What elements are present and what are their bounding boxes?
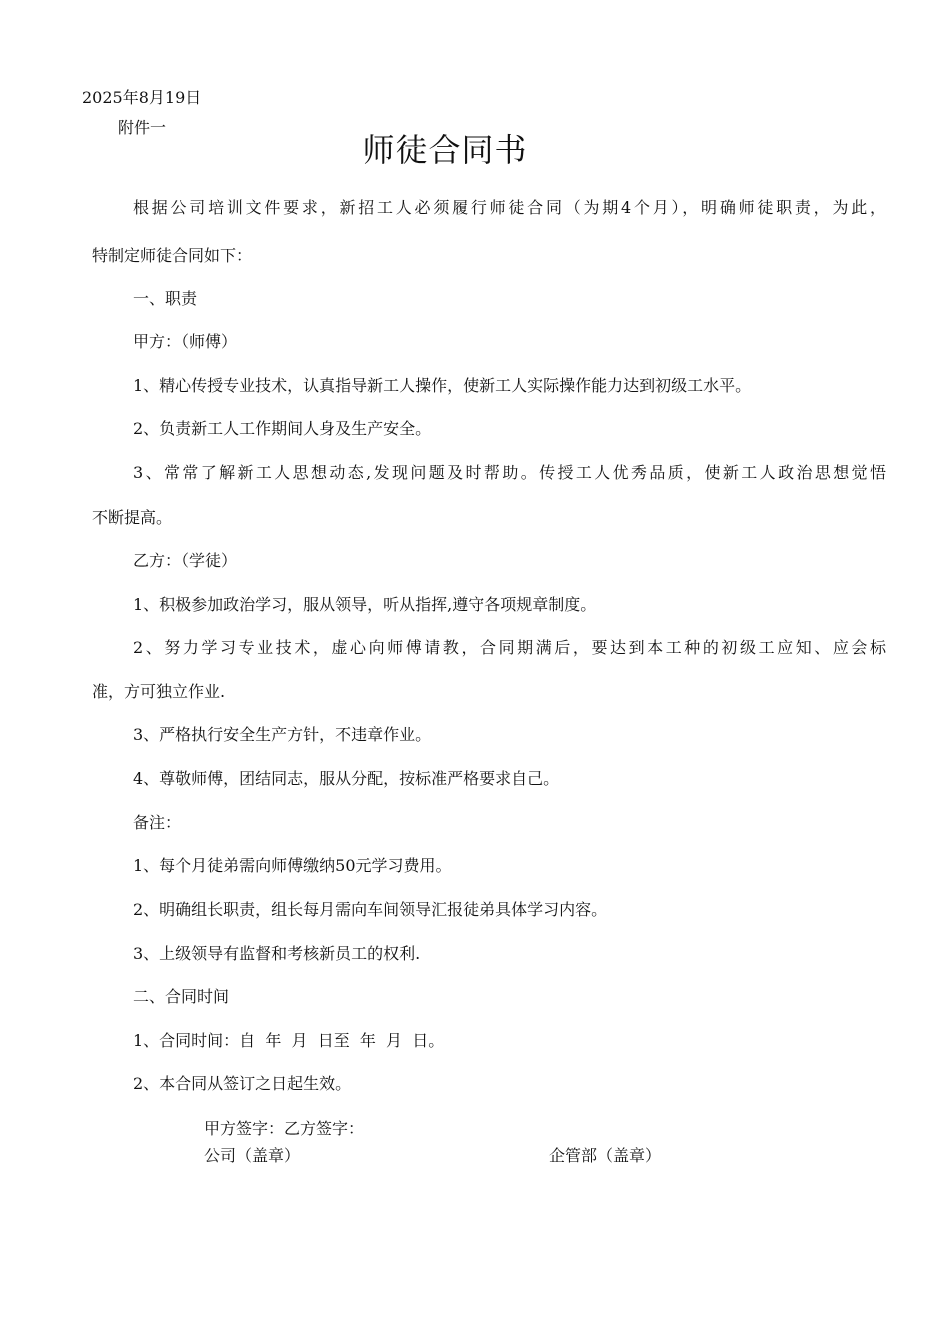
section-term-heading: 二、合同时间 xyxy=(133,987,230,1006)
party-b-heading: 乙方：（学徒） xyxy=(133,551,238,570)
section-duties-heading: 一、职责 xyxy=(133,289,198,308)
party-b-item-4: 4、尊敬师傅，团结同志，服从分配，按标准严格要求自己。 xyxy=(133,769,560,788)
party-b-item-2-line2: 准，方可独立作业. xyxy=(92,682,226,701)
term-item-2: 2、本合同从签订之日起生效。 xyxy=(133,1074,352,1093)
note-2: 2、明确组长职责，组长每月需向车间领导汇报徒弟具体学习内容。 xyxy=(133,900,608,919)
note-3: 3、上级领导有监督和考核新员工的权利. xyxy=(133,944,421,963)
party-b-item-3: 3、严格执行安全生产方针，不违章作业。 xyxy=(133,725,432,744)
party-a-item-2: 2、负责新工人工作期间人身及生产安全。 xyxy=(133,419,432,438)
party-a-item-3-line2: 不断提高。 xyxy=(92,508,173,527)
party-signatures-line: 甲方签字：乙方签字： xyxy=(204,1119,365,1138)
intro-paragraph-line1: 根据公司培训文件要求，新招工人必须履行师徒合同（为期4个月），明确师徒职责，为此， xyxy=(133,198,886,217)
party-a-item-1: 1、精心传授专业技术，认真指导新工人操作，使新工人实际操作能力达到初级工水平。 xyxy=(133,376,752,395)
notes-heading: 备注： xyxy=(133,813,182,832)
intro-paragraph-line2: 特制定师徒合同如下： xyxy=(92,246,253,265)
document-title: 师徒合同书 xyxy=(362,131,528,169)
management-seal-label: 企管部（盖章） xyxy=(549,1146,662,1165)
term-item-1: 1、合同时间：自 年 月 日至 年 月 日。 xyxy=(133,1031,445,1050)
party-b-item-2-line1: 2、努力学习专业技术，虚心向师傅请教，合同期满后，要达到本工种的初级工应知、应会标 xyxy=(133,638,886,657)
document-date: 2025年8月19日 xyxy=(82,88,202,107)
party-a-heading: 甲方：（师傅） xyxy=(133,332,238,351)
company-seal-label: 公司（盖章） xyxy=(204,1146,301,1165)
party-b-item-1: 1、积极参加政治学习，服从领导，听从指挥,遵守各项规章制度。 xyxy=(133,595,597,614)
party-a-item-3-line1: 3、常常了解新工人思想动态,发现问题及时帮助。传授工人优秀品质，使新工人政治思想觉悟 xyxy=(133,463,886,482)
attachment-label: 附件一 xyxy=(118,118,167,137)
note-1: 1、每个月徒弟需向师傅缴纳50元学习费用。 xyxy=(133,856,452,875)
